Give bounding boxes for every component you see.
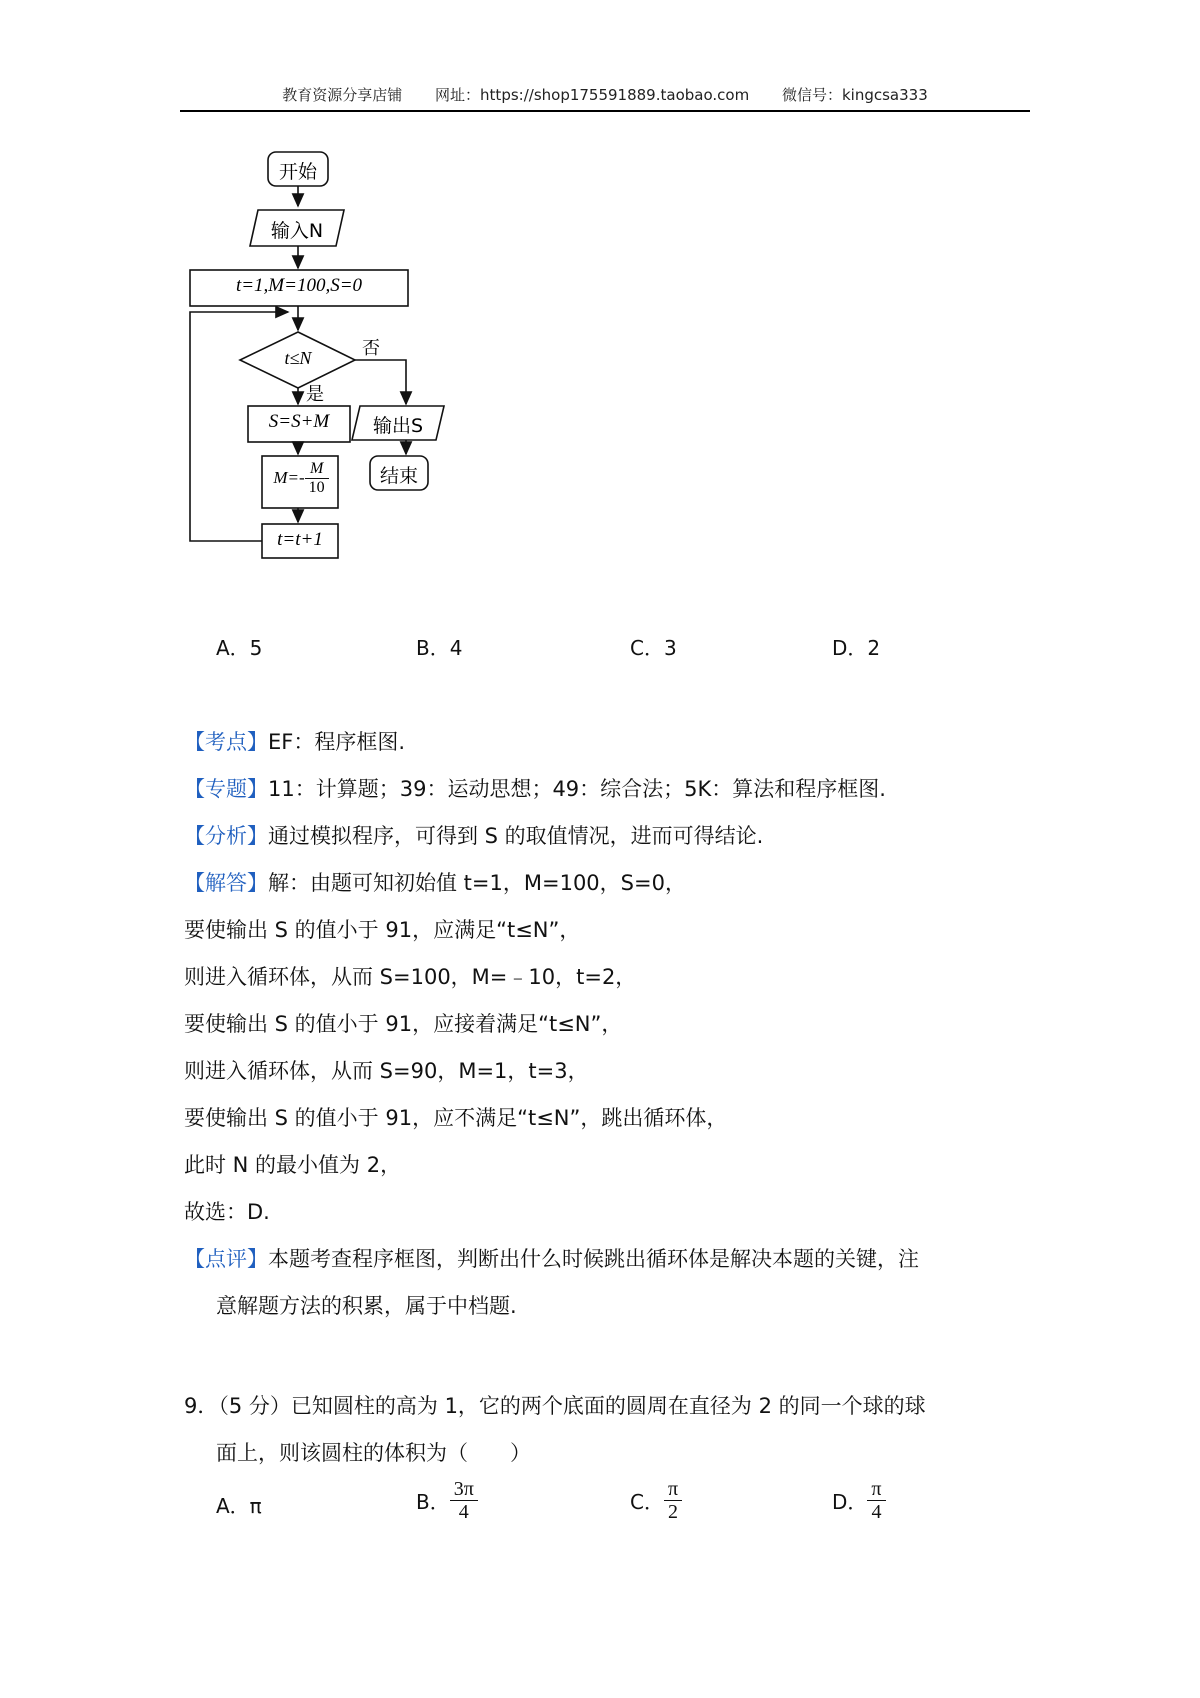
fenxi-text: 通过模拟程序，可得到 S 的取值情况，进而可得结论. bbox=[268, 824, 764, 848]
solution-line-2: 则进入循环体，从而 S=100，M=﹣10，t=2， bbox=[184, 965, 637, 989]
q9-option-d-fraction bbox=[867, 1478, 885, 1523]
header-url: 网址：https://shop175591889.taobao.com bbox=[435, 86, 750, 104]
zhuanti-tag: 【专题】 bbox=[184, 777, 268, 801]
q9-option-c-fraction bbox=[664, 1478, 682, 1523]
flow-init-label: t=1,M=100,S=0 bbox=[235, 275, 363, 296]
q9-option-b-den: 4 bbox=[458, 1501, 469, 1523]
flow-end-label: 结束 bbox=[379, 465, 418, 487]
jieda-tag: 【解答】 bbox=[184, 871, 268, 895]
solution-line-3: 要使输出 S 的值小于 91，应接着满足“t≤N”， bbox=[184, 1012, 623, 1036]
solution-line-6: 此时 N 的最小值为 2， bbox=[184, 1153, 402, 1177]
zhuanti-line bbox=[184, 773, 886, 803]
header-divider bbox=[180, 110, 1030, 112]
flow-input-label: 输入N bbox=[270, 220, 324, 242]
solution-line-4: 则进入循环体，从而 S=90，M=1，t=3， bbox=[184, 1059, 589, 1083]
jieda-text: 解：由题可知初始值 t=1，M=100，S=0， bbox=[268, 871, 686, 895]
solution-line-5: 要使输出 S 的值小于 91，应不满足“t≤N”，跳出循环体， bbox=[184, 1106, 728, 1130]
flow-step2-label bbox=[264, 460, 338, 496]
dianping-tag: 【点评】 bbox=[184, 1247, 268, 1271]
q9-option-d-den: 4 bbox=[871, 1501, 882, 1523]
zhuanti-text: 11：计算题；39：运动思想；49：综合法；5K：算法和程序框图. bbox=[268, 777, 886, 801]
q9-option-c-den: 2 bbox=[668, 1501, 679, 1523]
header-shop: 教育资源分享店铺 bbox=[282, 86, 403, 104]
fenxi-line bbox=[184, 820, 763, 850]
flow-step2-fraction bbox=[305, 460, 329, 496]
kaodian-line bbox=[184, 726, 405, 756]
q9-option-d bbox=[832, 1478, 886, 1523]
q9-option-b bbox=[416, 1478, 478, 1523]
q9-option-d-label: D． bbox=[832, 1490, 868, 1514]
q8-option-a: A．5 bbox=[216, 636, 263, 660]
dianping-text-1: 本题考查程序框图，判断出什么时候跳出循环体是解决本题的关键，注 bbox=[268, 1247, 919, 1271]
kaodian-tag: 【考点】 bbox=[184, 730, 268, 754]
flow-output-label: 输出S bbox=[372, 415, 424, 437]
q9-option-a: A．π bbox=[216, 1494, 262, 1518]
flow-step2-prefix: M=- bbox=[273, 468, 305, 488]
flowchart bbox=[160, 150, 480, 610]
q9-option-c bbox=[630, 1478, 682, 1523]
flow-step2-den: 10 bbox=[308, 478, 325, 496]
q9-option-c-label: C． bbox=[630, 1490, 664, 1514]
kaodian-text: EF：程序框图. bbox=[268, 730, 406, 754]
flow-no-label: 否 bbox=[362, 338, 380, 359]
q9-option-d-num: π bbox=[867, 1478, 885, 1501]
q9-option-b-label: B． bbox=[416, 1490, 450, 1514]
page-header bbox=[180, 84, 1030, 110]
flow-step1-label: S=S+M bbox=[268, 411, 330, 432]
flow-yes-label: 是 bbox=[306, 384, 324, 405]
solution-line-1: 要使输出 S 的值小于 91，应满足“t≤N”， bbox=[184, 918, 581, 942]
fenxi-tag: 【分析】 bbox=[184, 824, 268, 848]
dianping-line bbox=[184, 1243, 919, 1273]
dianping-line-2: 意解题方法的积累，属于中档题. bbox=[216, 1294, 517, 1318]
header-wechat: 微信号：kingcsa333 bbox=[781, 86, 928, 104]
q8-option-d: D．2 bbox=[832, 636, 881, 660]
solution-line-7: 故选：D. bbox=[184, 1200, 270, 1224]
q8-option-b: B．4 bbox=[416, 636, 463, 660]
jieda-line bbox=[184, 867, 686, 897]
flow-step3-label: t=t+1 bbox=[277, 529, 323, 550]
q9-option-c-num: π bbox=[664, 1478, 682, 1501]
flow-start-label: 开始 bbox=[278, 161, 317, 183]
flow-step2-num: M bbox=[305, 460, 329, 479]
q8-option-c: C．3 bbox=[630, 636, 677, 660]
q9-stem-line-2: 面上，则该圆柱的体积为（ ） bbox=[216, 1441, 531, 1465]
q9-stem-line-1: 9．（5 分）已知圆柱的高为 1，它的两个底面的圆周在直径为 2 的同一个球的球 bbox=[184, 1394, 926, 1418]
q9-option-b-num: 3π bbox=[450, 1478, 478, 1501]
q9-option-b-fraction bbox=[450, 1478, 478, 1523]
q9-options bbox=[0, 1478, 1200, 1538]
flow-cond-label: t≤N bbox=[284, 348, 312, 368]
